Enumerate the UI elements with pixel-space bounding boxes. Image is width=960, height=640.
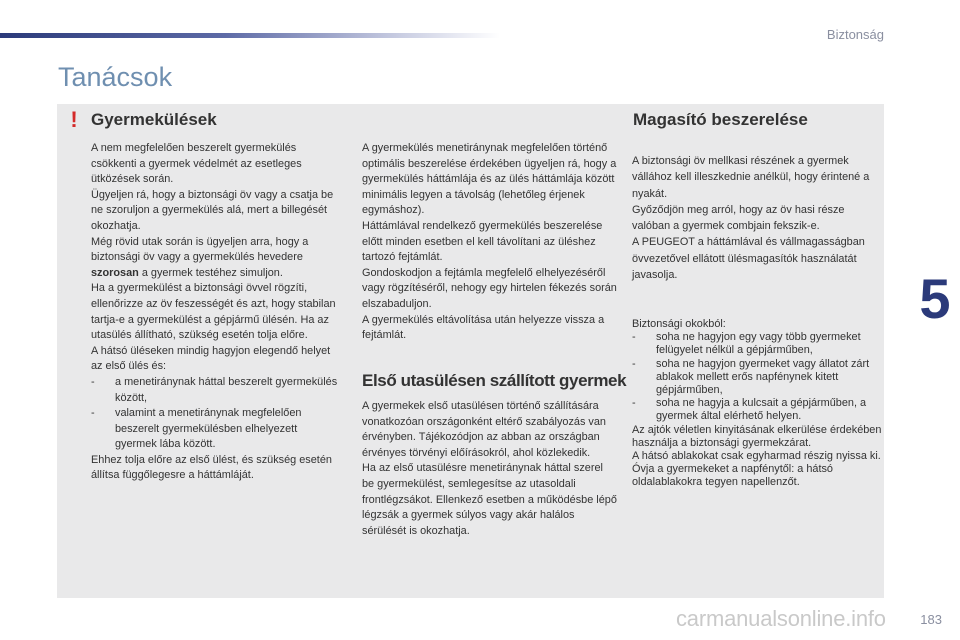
installation-text — [362, 141, 617, 344]
list-text: soha ne hagyja a kulcsait a gépjárműben, a gyermek által elérhető helyen. — [656, 397, 867, 423]
list-text: valamint a menetiránynak megfelelően beszerelt gyermekülésben elhelyezett gyermek lába között. — [115, 407, 302, 451]
list-dash: - — [632, 331, 636, 344]
paragraph: A hátsó üléseken mindig hagyjon elegendő helyet az első ülés és: — [91, 344, 331, 373]
watermark: carmanualsonline.info — [676, 606, 886, 631]
paragraph: A gyermekülés menetiránynak megfelelően történő optimális beszerelése érdekében ügyeljen rá, hogy a gyermekülés háttámlája és az ülés háttámlája között minimális legyen a távolság (lehetőleg érjenek egymáshoz). — [362, 142, 617, 217]
paragraph: A biztonsági öv mellkasi részének a gyermek vállához kell illeszkednie anélkül, hogy érintené a nyakát. — [632, 155, 870, 200]
booster-heading: Magasító beszerelése — [633, 110, 808, 129]
list-dash: - — [91, 375, 95, 388]
paragraph: Ügyeljen rá, hogy a biztonsági öv vagy a csatja be ne szoruljon a gyermekülés alá, mert a billegését okozhatja. — [91, 188, 334, 232]
list-dash: - — [632, 357, 636, 370]
paragraph: A hátsó ablakokat csak egyharmad részig nyissa ki. — [632, 450, 881, 463]
paragraph: A nem megfelelően beszerelt gyermekülés csökkenti a gyermek védelmét az esetleges ütközések során. — [91, 142, 302, 186]
paragraph: Ha a gyermekülést a biztonsági övvel rögzíti, ellenőrizze az öv feszességét és azt, hogy stabilan tartja-e a gyermekülést a gépjármű ülésén. Ha az utasülés állítható, szükség esetén tolja előre. — [91, 282, 336, 342]
section-name: Biztonság — [826, 27, 884, 42]
paragraph: A PEUGEOT a háttámlával és vállmagasságban övvezetővel ellátott ülésmagasítók használatát javasolja. — [632, 236, 865, 282]
paragraph: Ha az első utasülésre menetiránynak háttal szerel be gyermekülést, semlegesítse az utasoldali frontlégzsákot. Ellenkező esetben a működésbe lépő légzsák a gyermek súlyos vagy akár halálos sérülését is okozhatja. — [362, 462, 617, 537]
child-seats-heading: Gyermekülések — [91, 110, 217, 129]
list-dash: - — [91, 407, 95, 420]
list-item — [91, 375, 341, 406]
list-dash: - — [632, 397, 636, 410]
header-accent-bar — [0, 33, 500, 38]
paragraph: Óvja a gyermekeket a napfénytől: a hátsó oldalablakokra tegyen napellenzőt. — [632, 463, 833, 489]
page-number: 183 — [920, 612, 942, 627]
chapter-tab — [910, 244, 960, 354]
list-text: soha ne hagyjon gyermeket vagy állatot zárt ablakok mellett erős napfénynek kitett gépjárműben, — [656, 357, 870, 397]
list-item — [91, 406, 341, 453]
paragraph — [91, 235, 341, 282]
front-seat-heading: Első utasülésen szállított gyermek — [362, 371, 627, 390]
page-title: Tanácsok — [58, 62, 173, 92]
paragraph: Győződjön meg arról, hogy az öv hasi része valóban a gyermek combjain fekszik-e. — [632, 203, 845, 233]
booster-text — [632, 153, 882, 283]
warning-icon: ! — [70, 107, 78, 132]
paragraph: Az ajtók véletlen kinyitásának elkerülése érdekében használja a biztonsági gyermekzárat. — [632, 423, 882, 449]
text-span: a gyermek testéhez simuljon. — [138, 266, 283, 279]
list-item — [632, 397, 882, 423]
text-span: Még rövid utak során is ügyeljen arra, hogy a biztonsági öv vagy a gyermekülés hevedere — [91, 235, 309, 264]
paragraph: Gondoskodjon a fejtámla megfelelő elhelyezéséről vagy rögzítéséről, nehogy egy hirtelen fékezés során elszabaduljon. — [362, 266, 617, 310]
child-seats-text — [91, 141, 341, 484]
paragraph: A gyermekülés eltávolítása után helyezze vissza a fejtámlát. — [362, 313, 605, 342]
paragraph: Ehhez tolja előre az első ülést, és szükség esetén állítsa függőlegesre a háttámláját. — [91, 453, 332, 482]
list-item — [632, 358, 882, 398]
safety-reasons-text — [632, 318, 882, 490]
list-item — [632, 331, 882, 357]
list-text: a menetiránynak háttal beszerelt gyermekülés között, — [115, 375, 338, 404]
paragraph: Biztonsági okokból: — [632, 318, 726, 330]
paragraph: Háttámlával rendelkező gyermekülés beszerelése előtt minden esetben el kell távolítani az üléshez tartozó fejtámlát. — [362, 219, 603, 264]
paragraph: A gyermekek első utasülésen történő szállítására vonatkozóan országonként eltérő szabályozás van érvényben. Tájékozódjon az abban az országban érvényes törvényi előírásokról, ahol közlekedik. — [362, 400, 606, 459]
chapter-number: 5 — [919, 267, 951, 330]
list-text: soha ne hagyjon egy vagy több gyermeket felügyelet nélkül a gépjárműben, — [656, 331, 861, 357]
front-seat-text — [362, 399, 617, 539]
bold-text: szorosan — [91, 266, 139, 279]
